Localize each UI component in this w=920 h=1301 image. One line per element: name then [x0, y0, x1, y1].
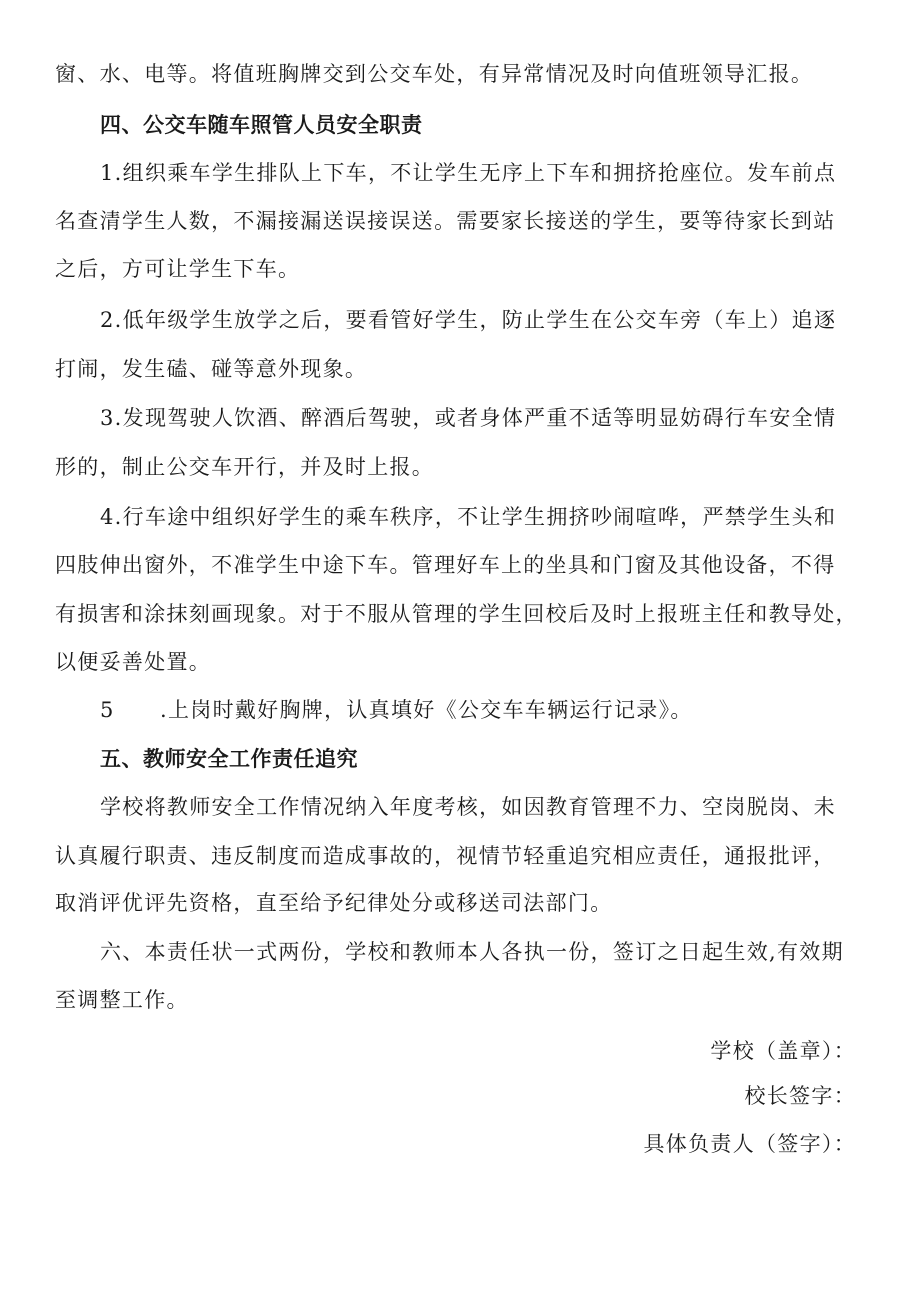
paragraph-2-line-2: 打闹，发生磕、碰等意外现象。 [55, 357, 368, 381]
paragraph-4-line-4: 以便妥善处置。 [55, 650, 212, 674]
paragraph-4-line-2: 四肢伸出窗外，不准学生中途下车。管理好车上的坐具和门窗及其他设备，不得 [55, 553, 836, 577]
item-number: 3 [100, 406, 115, 430]
paragraph-6-line-3: 取消评优评先资格，直至给予纪律处分或移送司法部门。 [55, 891, 613, 915]
section-heading-4: 四、公交车随车照管人员安全职责 [100, 113, 423, 137]
section-heading-5: 五、教师安全工作责任追究 [100, 747, 358, 771]
paragraph-3-line-2: 形的，制止公交车开行，并及时上报。 [55, 455, 435, 479]
responsible-sign-label: 具体负责人（签字）： [643, 1132, 856, 1156]
text-span: .低年级学生放学之后，要看管好学生，防止学生在公交车旁（车上）追逐 [114, 308, 837, 332]
paragraph-5-line-1 [100, 695, 875, 725]
paragraph-6-line-2: 认真履行职责、违反制度而造成事故的，视情节轻重追究相应责任，通报批评， [55, 844, 836, 868]
school-seal-label: 学校（盖章）： [710, 1039, 856, 1063]
paragraph-7-line-2: 至调整工作。 [55, 988, 189, 1012]
paragraph-6-line-1: 学校将教师安全工作情况纳入年度考核，如因教育管理不力、空岗脱岗、未 [100, 795, 836, 819]
text-line: 窗、水、电等。将值班胸牌交到公交车处，有异常情况及时向值班领导汇报。 [55, 62, 814, 86]
item-number: 2 [100, 308, 115, 332]
principal-sign-label: 校长签字： [744, 1084, 856, 1108]
text-span: .组织乘车学生排队上下车，不让学生无序上下车和拥挤抢座位。发车前点 [114, 161, 837, 185]
paragraph-2-line-1 [100, 305, 875, 335]
item-number: 4 [100, 505, 115, 529]
text-span: .上岗时戴好胸牌，认真填好《公交车车辆运行记录》。 [160, 698, 693, 722]
text-span: .发现驾驶人饮酒、醉酒后驾驶，或者身体严重不适等明显妨碍行车安全情 [114, 406, 837, 430]
item-number: 5 [100, 698, 115, 722]
paragraph-1-line-2: 名查清学生人数，不漏接漏送误接误送。需要家长接送的学生，要等待家长到站 [55, 209, 836, 233]
item-number: 1 [100, 161, 115, 185]
paragraph-1-line-1 [100, 158, 875, 188]
paragraph-4-line-1 [100, 502, 875, 532]
paragraph-4-line-3: 有损害和涂抹刻画现象。对于不服从管理的学生回校后及时上报班主任和教导处， [55, 602, 858, 626]
paragraph-7-line-1: 六、本责任状一式两份，学校和教师本人各执一份，签订之日起生效,有效期 [100, 940, 844, 964]
paragraph-3-line-1 [100, 403, 875, 433]
text-span: .行车途中组织好学生的乘车秩序，不让学生拥挤吵闹喧哗，严禁学生头和 [114, 505, 837, 529]
paragraph-1-line-3: 之后，方可让学生下车。 [55, 257, 301, 281]
